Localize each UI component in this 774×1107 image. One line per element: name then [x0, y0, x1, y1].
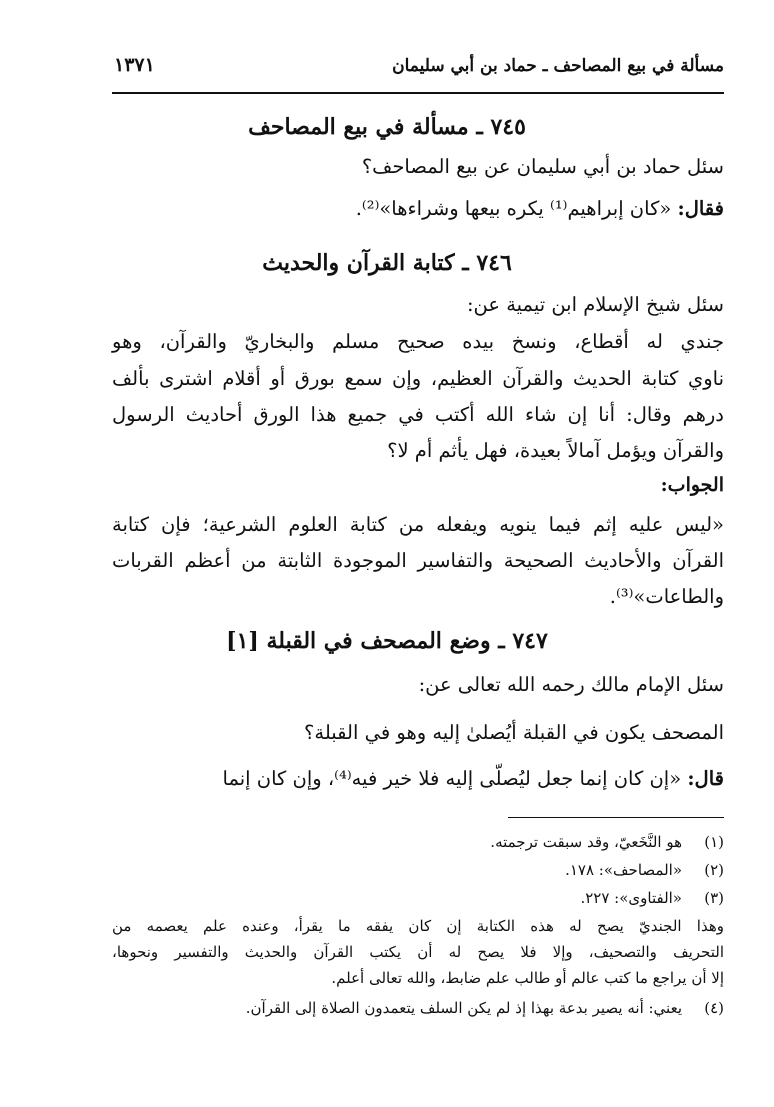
body-line: سئل شيخ الإسلام ابن تيمية عن: — [466, 293, 724, 316]
answer-line: والطاعات»⁽³⁾. — [609, 585, 724, 608]
running-header-title: مسألة في بيع المصاحف ـ حماد بن أبي سليمان — [392, 56, 724, 76]
body-line: سئل حماد بن أبي سليمان عن بيع المصاحف؟ — [361, 155, 724, 178]
body-line: قال: «إن كان إنما جعل ليُصلّى إليه فلا خير فيه⁽⁴⁾، وإن كان إنما — [222, 767, 724, 790]
footnote: (٤)يعني: أنه يصير بدعة بهذا إذ لم يكن السلف يتعمدون الصلاة إلى القرآن. — [245, 999, 724, 1017]
section-heading-745: ٧٤٥ ـ مسألة في بيع المصاحف — [248, 114, 526, 140]
body-line: سئل الإمام مالك رحمه الله تعالى عن: — [418, 673, 724, 696]
answer-line: القرآن والأحاديث الصحيحة والتفاسير الموجودة الثابتة من أعظم القربات — [112, 549, 724, 572]
section-heading-746: ٧٤٦ ـ كتابة القرآن والحديث — [262, 250, 512, 276]
footnote-continuation: وهذا الجنديّ يصح له هذه الكتابة إن كان يفقه ما يقرأ، وعنده علم يعصمه من — [112, 917, 724, 935]
body-line: جندي له أقطاع، ونسخ بيده صحيح مسلم والبخاريّ والقرآن، وهو — [112, 330, 724, 353]
footnote: (٢)«المصاحف»: ١٧٨. — [565, 861, 724, 879]
footnote-rule — [508, 817, 724, 818]
lead-word: قال: — [687, 767, 724, 790]
answer-line: «ليس عليه إثم فيما ينويه ويفعله من كتابة العلوم الشرعية؛ فإن كتابة — [112, 513, 724, 536]
footnote: (٣)«الفتاوى»: ٢٢٧. — [580, 889, 724, 907]
body-line: درهم وقال: أنا إن شاء الله أكتب في جميع هذا الورق أحاديث الرسول — [112, 403, 724, 426]
body-line: المصحف يكون في القبلة أيُصلىٰ إليه وهو في القبلة؟ — [304, 721, 724, 744]
section-heading-747: ٧٤٧ ـ وضع المصحف في القبلة [١] — [226, 628, 548, 654]
footnote-continuation: إلا أن يراجع ما كتب عالم أو طالب علم ضابط، والله تعالى أعلم. — [331, 969, 724, 987]
footnote-continuation: التحريف والتصحيف، وإلا فلا يصح له أن يكتب القرآن والحديث والتفسير ونحوها، — [112, 943, 724, 961]
lead-word: فقال: — [677, 197, 724, 220]
body-line: فقال: «كان إبراهيم⁽¹⁾ يكره بيعها وشراءها»⁽²⁾. — [355, 197, 724, 220]
header-rule — [112, 92, 724, 94]
footnote: (١)هو النَّخَعيّ، وقد سبقت ترجمته. — [490, 833, 724, 851]
answer-label: الجواب: — [660, 474, 724, 496]
body-line: والقرآن ويؤمل آمالاً بعيدة، فهل يأثم أم لا؟ — [387, 439, 724, 462]
page-number: ١٣٧١ — [114, 54, 155, 76]
body-line: ناوي كتابة الحديث والقرآن العظيم، وإن سمع بورق أو أقلام اشترى بألف — [112, 367, 724, 390]
